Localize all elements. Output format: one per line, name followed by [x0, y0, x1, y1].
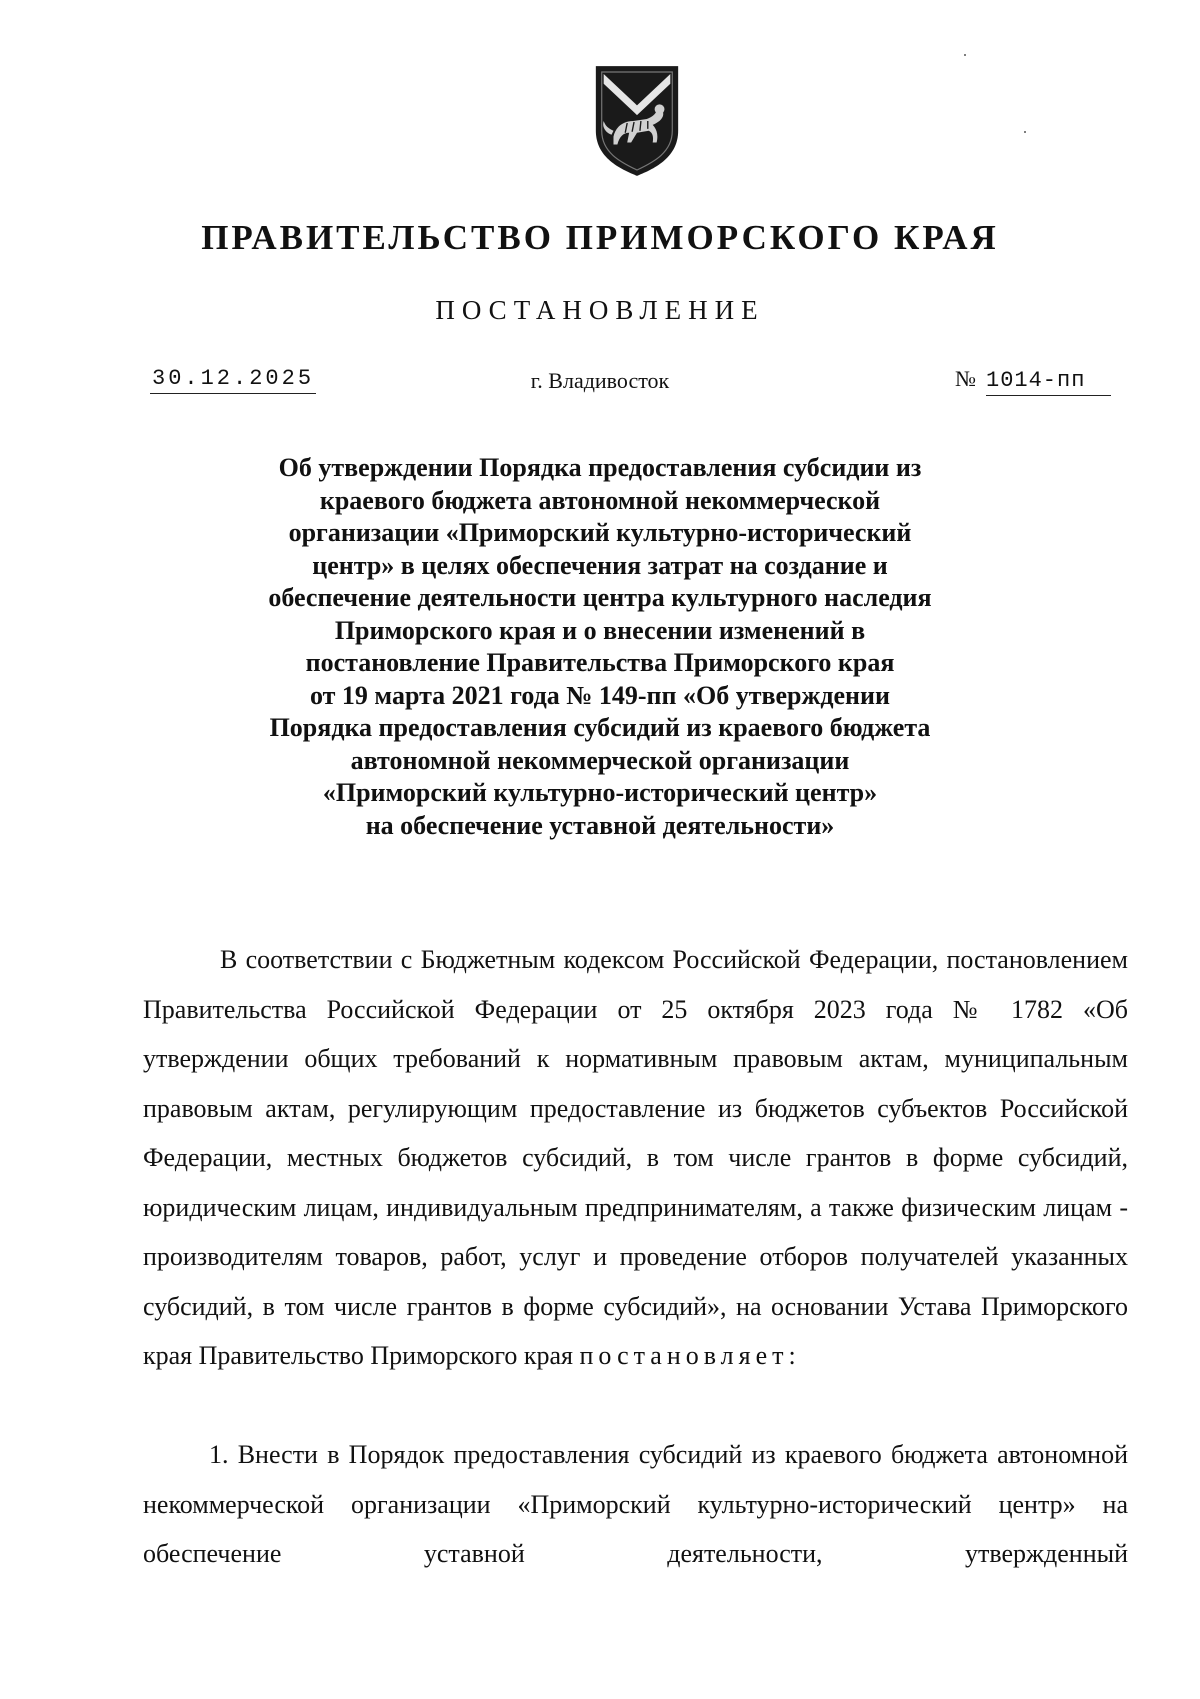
subject-line: центр» в целях обеспечения затрат на создание и: [312, 550, 888, 580]
clause-1-text: 1. Внести в Порядок предоставления субсидий из краевого бюджета автономной некоммерческой организации «Приморский культурно-исторический центр» на обеспечение уставной деятельности, утвержденный: [143, 1440, 1128, 1568]
subject-line: краевого бюджета автономной некоммерческой: [319, 485, 881, 515]
subject-line: Приморского края и о внесении изменений в: [334, 615, 866, 645]
subject-line: организации «Приморский культурно-исторический: [288, 518, 912, 547]
number-value: 1014-пп: [986, 368, 1111, 396]
preamble-paragraph: [143, 935, 1128, 1381]
number-sign: №: [955, 366, 976, 391]
subject-line: «Приморский культурно-исторический центр»: [322, 778, 878, 807]
document-subject: [200, 452, 1000, 842]
decree-word: постановляет:: [579, 1341, 801, 1370]
subject-line: от 19 марта 2021 года № 149-пп «Об утверждении: [310, 680, 890, 710]
subject-line: обеспечение деятельности центра культурного наследия: [268, 583, 932, 612]
subject-line: Порядка предоставления субсидий из краевого бюджета: [269, 713, 931, 742]
organization-title: ПРАВИТЕЛЬСТВО ПРИМОРСКОГО КРАЯ: [201, 218, 999, 257]
document-date: 30.12.2025: [150, 366, 316, 394]
subject-line: на обеспечение уставной деятельности»: [365, 810, 835, 840]
scan-speck: [964, 54, 966, 56]
scan-speck: [1024, 131, 1026, 133]
document-type: ПОСТАНОВЛЕНИЕ: [435, 295, 765, 325]
preamble-text: В соответствии с Бюджетным кодексом Российской Федерации, постановлением Правительства Российской Федерации от 25 октября 2023 года № 1782 «Об утверждении общих требований к нормативным правовым актам, муниципальным правовым актам, регулирующим предоставление из бюджетов субъектов Российской Федерации, местных бюджетов субсидий, в том числе грантов в форме субсидий, юридическим лицам, индивидуальным предпринимателям, а также физическим лицам - производителям товаров, работ, услуг и проведение отборов получателей указанных субсидий, в том числе грантов в форме субсидий», на основании Устава Приморского края Правительство Приморского края: [143, 945, 1128, 1370]
document-city: г. Владивосток: [530, 368, 670, 393]
clause-1-paragraph: [143, 1430, 1128, 1579]
subject-line: Об утверждении Порядка предоставления субсидии из: [278, 453, 922, 482]
coat-of-arms-icon: [588, 62, 686, 180]
subject-line: автономной некоммерческой организации: [350, 745, 850, 775]
document-number: [955, 366, 1111, 396]
subject-line: постановление Правительства Приморского края: [305, 648, 895, 677]
